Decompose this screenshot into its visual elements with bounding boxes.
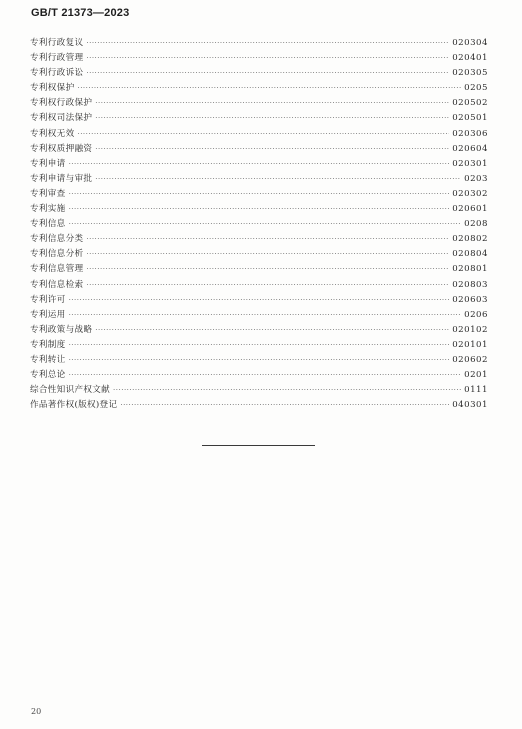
index-term: 专利信息管理	[30, 264, 84, 275]
dot-leader	[69, 202, 450, 217]
index-code: 020603	[452, 294, 488, 305]
index-term: 专利权保护	[30, 83, 75, 94]
index-entry	[30, 247, 488, 262]
index-code: 020401	[452, 53, 488, 64]
index-code: 020302	[452, 188, 488, 199]
index-term: 专利信息	[30, 219, 66, 230]
index-code: 020306	[452, 128, 488, 139]
index-term: 专利许可	[30, 294, 66, 305]
dot-leader	[86, 232, 449, 247]
index-entry	[30, 142, 488, 157]
index-entry	[30, 293, 488, 308]
dot-leader	[69, 368, 462, 383]
dot-leader	[77, 81, 461, 96]
index-term: 综合性知识产权文献	[30, 385, 111, 396]
dot-leader	[86, 262, 449, 277]
index-code: 020305	[452, 68, 488, 79]
dot-leader	[69, 338, 450, 353]
index-code: 020804	[452, 249, 488, 260]
index-term: 专利审查	[30, 188, 66, 199]
index-entry	[30, 111, 488, 126]
dot-leader	[69, 217, 462, 232]
index-code: 020803	[452, 279, 488, 290]
index-entry	[30, 262, 488, 277]
index-code: 0203	[464, 173, 488, 184]
index-term: 专利实施	[30, 204, 66, 215]
index-code: 020101	[452, 339, 488, 350]
index-term: 专利申请与审批	[30, 173, 93, 184]
end-of-index-rule	[202, 445, 315, 446]
index-term: 专利转让	[30, 354, 66, 365]
index-term: 专利权质押融资	[30, 143, 93, 154]
dot-leader	[69, 293, 450, 308]
dot-leader	[69, 187, 450, 202]
index-entry	[30, 172, 488, 187]
index-code: 020102	[452, 324, 488, 335]
index-term: 专利信息检索	[30, 279, 84, 290]
index-term: 专利行政管理	[30, 53, 84, 64]
index-code: 040301	[452, 400, 488, 411]
index-entry	[30, 323, 488, 338]
index-entry	[30, 51, 488, 66]
index-term: 专利总论	[30, 370, 66, 381]
index-term: 专利行政复议	[30, 38, 84, 48]
dot-leader	[86, 66, 449, 81]
index-entry	[30, 127, 488, 142]
index-entry	[30, 232, 488, 247]
index-list	[30, 36, 488, 413]
index-term: 专利行政诉讼	[30, 68, 84, 79]
page-number: 20	[31, 707, 42, 716]
index-entry	[30, 308, 488, 323]
dot-leader	[95, 142, 449, 157]
index-code: 020301	[452, 158, 488, 169]
index-code: 0111	[464, 385, 488, 396]
index-code: 020801	[452, 264, 488, 275]
index-term: 专利信息分析	[30, 249, 84, 260]
index-code: 0206	[464, 309, 488, 320]
index-term: 专利申请	[30, 158, 66, 169]
standard-header: GB/T 21373—2023	[31, 7, 130, 19]
index-code: 020304	[452, 38, 488, 48]
index-entry	[30, 278, 488, 293]
index-entry	[30, 36, 488, 51]
dot-leader	[69, 353, 450, 368]
dot-leader	[86, 278, 449, 293]
index-code: 0201	[464, 370, 488, 381]
index-entry	[30, 368, 488, 383]
dot-leader	[77, 127, 449, 142]
dot-leader	[86, 36, 449, 51]
index-term: 专利权无效	[30, 128, 75, 139]
index-entry	[30, 383, 488, 398]
dot-leader	[113, 383, 461, 398]
index-entry	[30, 96, 488, 111]
index-code: 020602	[452, 354, 488, 365]
index-term: 作品著作权(版权)登记	[30, 400, 118, 411]
dot-leader	[95, 172, 461, 187]
index-code: 020501	[452, 113, 488, 124]
dot-leader	[86, 247, 449, 262]
index-code: 020604	[452, 143, 488, 154]
index-code: 020601	[452, 204, 488, 215]
index-term: 专利信息分类	[30, 234, 84, 245]
dot-leader	[86, 51, 449, 66]
index-term: 专利权司法保护	[30, 113, 93, 124]
index-entry	[30, 217, 488, 232]
index-term: 专利运用	[30, 309, 66, 320]
dot-leader	[95, 111, 449, 126]
index-code: 0205	[464, 83, 488, 94]
index-entry	[30, 353, 488, 368]
index-entry	[30, 66, 488, 81]
index-entry	[30, 157, 488, 172]
index-entry	[30, 187, 488, 202]
dot-leader	[69, 157, 450, 172]
index-term: 专利制度	[30, 339, 66, 350]
index-entry	[30, 202, 488, 217]
index-entry	[30, 81, 488, 96]
dot-leader	[95, 323, 449, 338]
index-term: 专利政策与战略	[30, 324, 93, 335]
index-term: 专利权行政保护	[30, 98, 93, 109]
index-entry	[30, 398, 488, 413]
index-entry	[30, 338, 488, 353]
index-code: 0208	[464, 219, 488, 230]
dot-leader	[95, 96, 449, 111]
index-code: 020502	[452, 98, 488, 109]
dot-leader	[69, 308, 462, 323]
dot-leader	[120, 398, 449, 413]
index-code: 020802	[452, 234, 488, 245]
